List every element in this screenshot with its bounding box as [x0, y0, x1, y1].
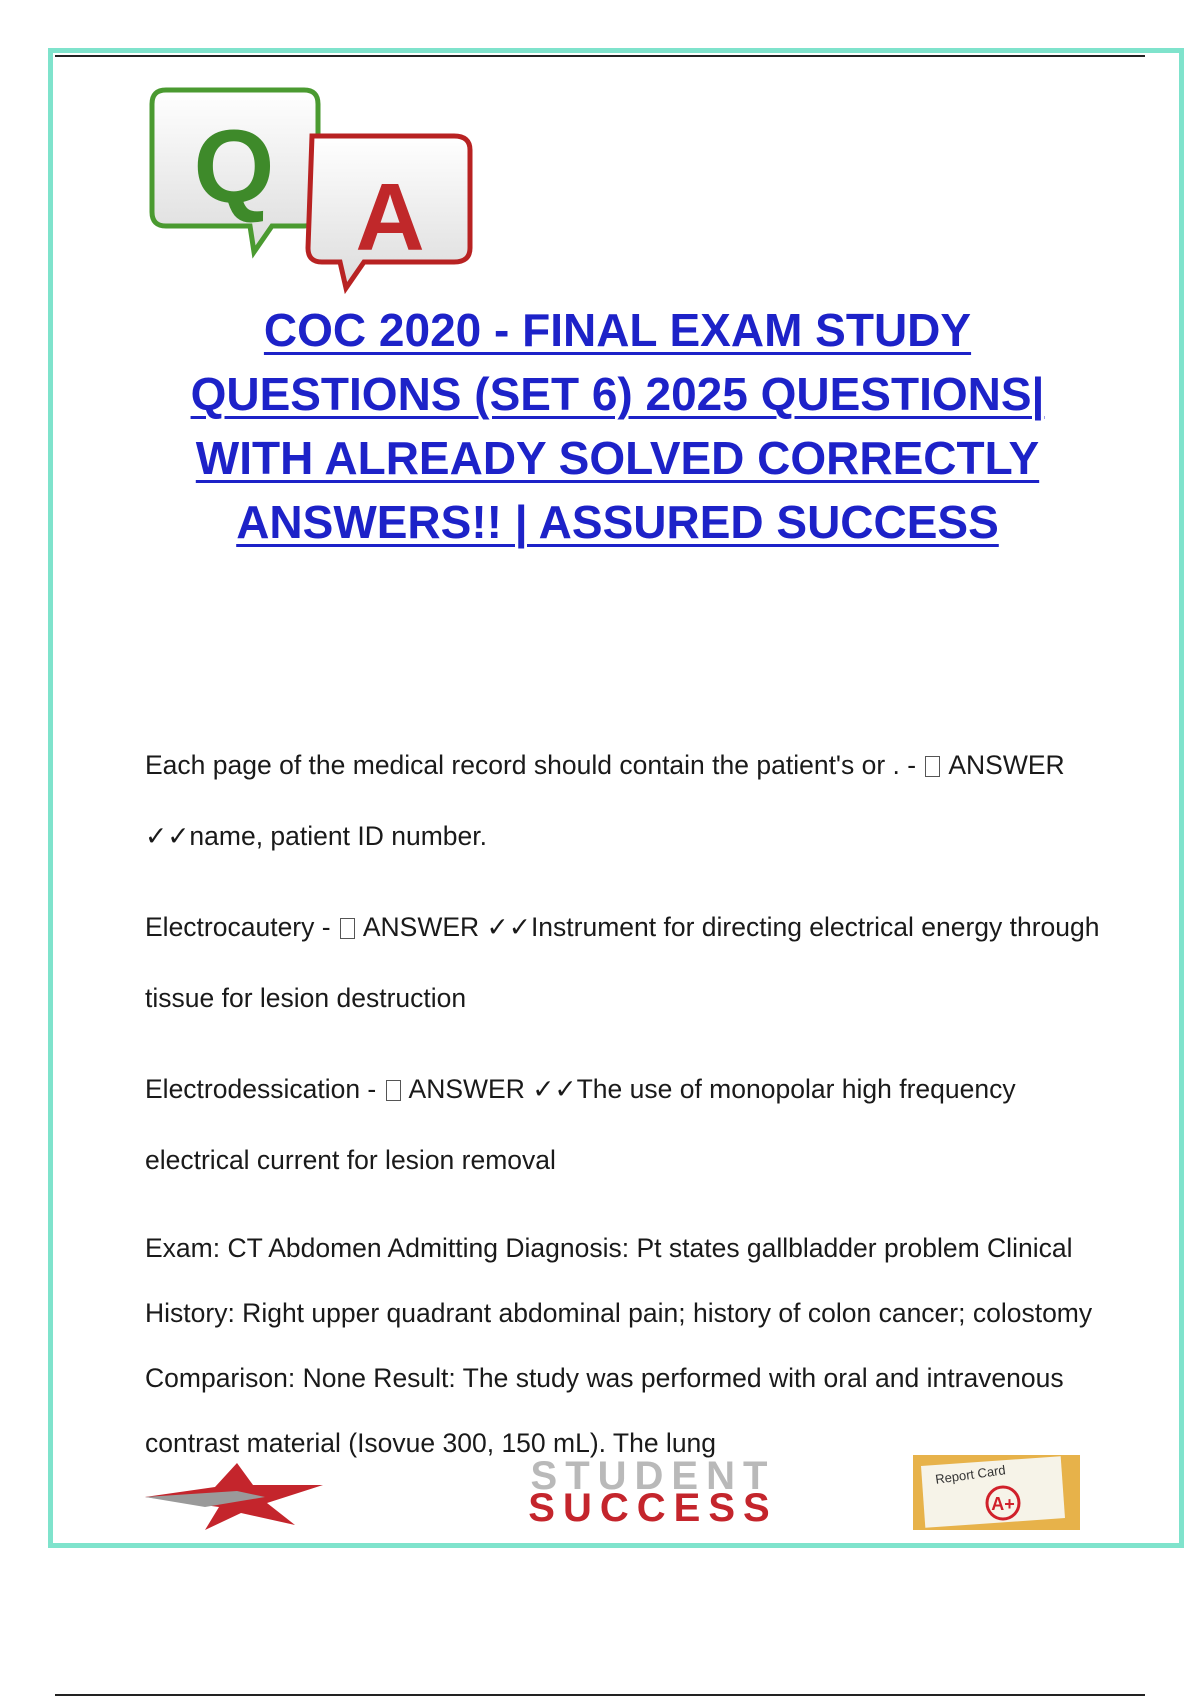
- answer-label: ANSWER ✓✓: [408, 1074, 577, 1104]
- a-bubble-icon: [308, 136, 470, 288]
- report-card-icon: [913, 1455, 1080, 1530]
- answer-text: name, patient ID number.: [189, 821, 487, 851]
- q-bubble-icon: [152, 90, 318, 252]
- q-letter: Q: [193, 109, 275, 225]
- top-rule: [55, 55, 1145, 57]
- qa-entry-3: [145, 1054, 1105, 1196]
- question-text: Electrocautery -: [145, 912, 338, 942]
- missing-glyph-icon: [925, 756, 940, 777]
- qa-entry-1: [145, 730, 1105, 872]
- banner-word-success: SUCCESS: [528, 1486, 778, 1530]
- question-text: Electrodessication -: [145, 1074, 384, 1104]
- answer-text: Instrument for directing electrical energy through tissue for lesion destruction: [145, 912, 1100, 1013]
- page-title: COC 2020 - FINAL EXAM STUDY QUESTIONS (SET 6) 2025 QUESTIONS| WITH ALREADY SOLVED CORRECTLY ANSWERS!! | ASSURED SUCCESS: [190, 304, 1045, 548]
- a-letter: A: [355, 164, 425, 271]
- missing-glyph-icon: [386, 1080, 401, 1101]
- missing-glyph-icon: [340, 918, 355, 939]
- answer-text: The use of monopolar high frequency electrical current for lesion removal: [145, 1074, 1016, 1175]
- report-card-grade: A+: [991, 1494, 1015, 1514]
- answer-label: ANSWER ✓✓: [362, 912, 531, 942]
- star-logo-icon: [145, 1463, 323, 1530]
- student-success-banner: [145, 1455, 1080, 1530]
- bottom-rule: [55, 1694, 1145, 1696]
- banner-word-student: STUDENT: [530, 1455, 776, 1498]
- qa-logo: [142, 84, 512, 304]
- question-text: Each page of the medical record should contain the patient's or . -: [145, 750, 924, 780]
- answer-label: ANSWER ✓✓: [145, 750, 1065, 851]
- report-card-label: Report Card: [934, 1462, 1007, 1487]
- qa-entry-2: [145, 892, 1105, 1034]
- study-content: [145, 730, 1105, 1496]
- clinical-paragraph: Exam: CT Abdomen Admitting Diagnosis: Pt states gallbladder problem Clinical History: Right upper quadrant abdominal pain; history of colon cancer; colostomy Comparison: None Result: The study was performed with oral and intravenous contrast material (Isovue 300, 150 mL). The lung: [145, 1233, 1093, 1458]
